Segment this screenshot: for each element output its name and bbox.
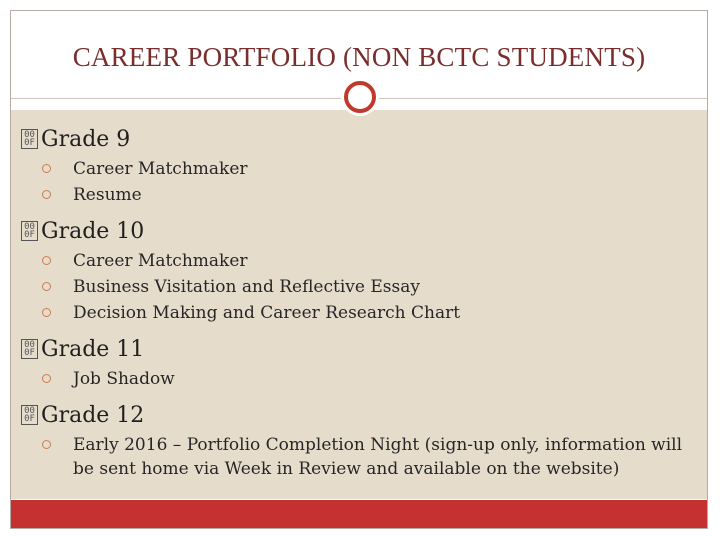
item-text: Resume: [73, 185, 142, 205]
missing-glyph-box-icon: 00 0F: [21, 339, 38, 359]
list-item: [36, 274, 691, 300]
item-text: Career Matchmaker: [73, 159, 248, 179]
ring-shape: [344, 81, 376, 113]
grade-heading-text: Grade 10: [41, 218, 145, 244]
grade-items: [21, 248, 691, 326]
hollow-circle-bullet-icon: [42, 374, 51, 383]
grade-heading: [21, 216, 691, 246]
grade-section: [21, 400, 691, 481]
slide-content: [21, 124, 691, 489]
hollow-circle-bullet-icon: [42, 440, 51, 449]
grade-items: [21, 432, 691, 481]
item-text: Job Shadow: [73, 369, 175, 389]
item-text: Career Matchmaker: [73, 251, 248, 271]
grade-heading: [21, 334, 691, 364]
missing-glyph-box-icon: 00 0F: [21, 221, 38, 241]
hollow-circle-bullet-icon: [42, 256, 51, 265]
grade-heading-text: Grade 9: [41, 126, 131, 152]
grade-section: [21, 124, 691, 208]
grade-heading-text: Grade 12: [41, 402, 145, 428]
item-text: Early 2016 – Portfolio Completion Night (sign-up only, information will be sent home via Week in Review and available on the website): [73, 435, 683, 479]
bottom-bar: [11, 500, 707, 528]
list-item: [36, 248, 691, 274]
grade-heading-text: Grade 11: [41, 336, 145, 362]
grade-heading: [21, 400, 691, 430]
grade-items: [21, 366, 691, 392]
list-item: [36, 182, 691, 208]
hollow-circle-bullet-icon: [42, 308, 51, 317]
list-item: [36, 432, 691, 481]
item-text: Business Visitation and Reflective Essay: [73, 277, 420, 297]
item-text: Decision Making and Career Research Chart: [73, 303, 461, 323]
grade-section: [21, 334, 691, 392]
list-item: [36, 300, 691, 326]
missing-glyph-box-icon: 00 0F: [21, 405, 38, 425]
hollow-circle-bullet-icon: [42, 190, 51, 199]
list-item: [36, 366, 691, 392]
missing-glyph-box-icon: 00 0F: [21, 129, 38, 149]
grade-section: [21, 216, 691, 326]
grade-heading: [21, 124, 691, 154]
slide-title: CAREER PORTFOLIO (NON BCTC STUDENTS): [72, 41, 646, 72]
hollow-circle-bullet-icon: [42, 282, 51, 291]
grade-items: [21, 156, 691, 208]
hollow-circle-bullet-icon: [42, 164, 51, 173]
list-item: [36, 156, 691, 182]
ring-icon: [341, 78, 379, 116]
